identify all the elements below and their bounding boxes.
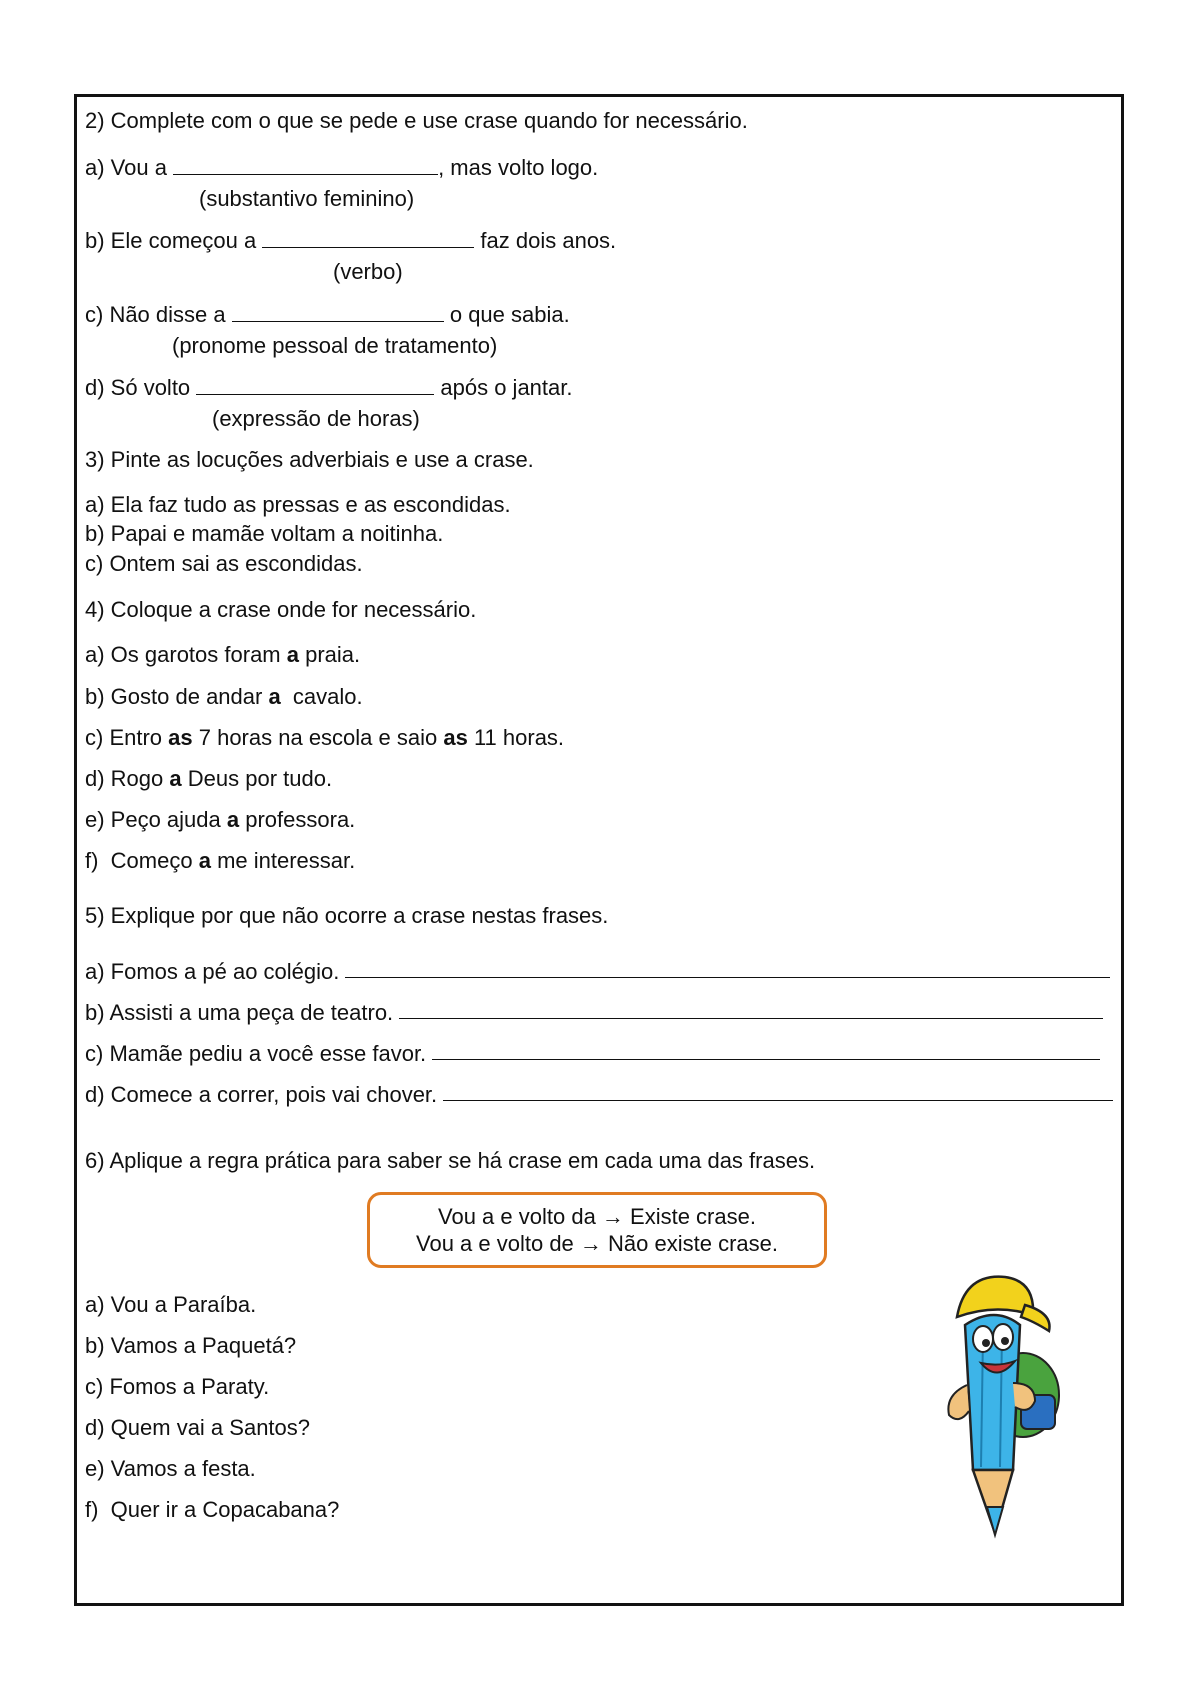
q6-item-a: a) Vou a Paraíba. [85,1292,257,1317]
q4-f-text-end: me interessar. [210,848,356,873]
q4-item-c [85,725,564,751]
q5-title: 5) Explique por que não ocorre a crase nestas frases. [85,903,609,928]
q2-d-text-end: após o jantar. [434,375,573,400]
q4-f-text: f) Começo [85,848,199,873]
q2-c-text-end: o que sabia. [443,302,570,327]
answer-blank[interactable] [173,156,438,175]
rule-box [367,1192,827,1268]
q5-item-c [85,1041,1100,1067]
q5-d-text: d) Comece a correr, pois vai chover. [85,1082,444,1107]
q2-a-text-end: , mas volto logo. [438,155,599,180]
q2-c-hint: (pronome pessoal de tratamento) [172,333,498,358]
answer-blank[interactable] [196,376,434,395]
q4-c-text-mid: 7 horas na escola e saio [192,725,444,750]
answer-line[interactable] [432,1041,1100,1060]
q4-d-bold: a [169,766,182,791]
q3-title: 3) Pinte as locuções adverbiais e use a crase. [85,447,534,472]
q3-item-a: a) Ela faz tudo as pressas e as escondidas. [85,492,511,517]
q6-item-b: b) Vamos a Paquetá? [85,1333,297,1358]
q4-c-bold-1: as [168,725,193,750]
q2-b-hint: (verbo) [333,259,403,284]
q4-d-text-end: Deus por tudo. [181,766,333,791]
q4-c-bold-2: as [443,725,468,750]
q4-e-text-end: professora. [239,807,356,832]
q4-item-f [85,848,355,874]
q2-d-text: d) Só volto [85,375,197,400]
q4-d-text: d) Rogo [85,766,170,791]
q2-item-c [85,302,570,328]
q5-a-text: a) Fomos a pé ao colégio. [85,959,346,984]
q4-c-text-end: 11 horas. [467,725,565,750]
q6-item-d: d) Quem vai a Santos? [85,1415,311,1440]
q2-d-hint: (expressão de horas) [212,406,420,431]
answer-line[interactable] [345,959,1110,978]
q4-item-d [85,766,332,792]
q2-b-text-end: faz dois anos. [474,228,617,253]
q4-a-bold: a [286,642,299,667]
q5-item-a [85,959,1110,985]
rule-line-1: Vou a e volto da → Existe crase. [438,1204,756,1229]
q4-item-b [85,684,363,710]
q2-item-b [85,228,616,254]
q3-item-b: b) Papai e mamãe voltam a noitinha. [85,521,444,546]
q4-f-bold: a [198,848,211,873]
q2-b-text: b) Ele começou a [85,228,263,253]
q5-b-text: b) Assisti a uma peça de teatro. [85,1000,400,1025]
q5-item-d [85,1082,1113,1108]
q4-a-text: a) Os garotos foram [85,642,287,667]
answer-blank[interactable] [262,229,474,248]
q2-item-d [85,375,573,401]
answer-blank[interactable] [232,303,444,322]
q5-c-text: c) Mamãe pediu a você esse favor. [85,1041,433,1066]
q6-item-f: f) Quer ir a Copacabana? [85,1497,340,1522]
q4-e-bold: a [226,807,240,832]
q5-item-b [85,1000,1103,1026]
q2-c-text: c) Não disse a [85,302,232,327]
q4-a-text-end: praia. [299,642,361,667]
q4-item-e [85,807,355,833]
pencil-mascot-illustration [925,1255,1065,1545]
q4-b-bold: a [268,684,281,709]
q4-item-a [85,642,360,668]
answer-line[interactable] [443,1082,1113,1101]
q4-c-text: c) Entro [85,725,169,750]
q4-e-text: e) Peço ajuda [85,807,227,832]
q6-item-e: e) Vamos a festa. [85,1456,256,1481]
q3-item-c: c) Ontem sai as escondidas. [85,551,363,576]
rule-line-2: Vou a e volto de → Não existe crase. [416,1231,778,1256]
q2-a-hint: (substantivo feminino) [199,186,415,211]
q4-title: 4) Coloque a crase onde for necessário. [85,597,477,622]
q4-b-text: b) Gosto de andar [85,684,269,709]
q2-item-a [85,155,598,181]
answer-line[interactable] [399,1000,1103,1019]
q2-a-text: a) Vou a [85,155,174,180]
q6-item-c: c) Fomos a Paraty. [85,1374,270,1399]
q6-title: 6) Aplique a regra prática para saber se há crase em cada uma das frases. [85,1148,816,1173]
q2-title: 2) Complete com o que se pede e use crase quando for necessário. [85,108,748,133]
q4-b-text-end: cavalo. [280,684,363,709]
